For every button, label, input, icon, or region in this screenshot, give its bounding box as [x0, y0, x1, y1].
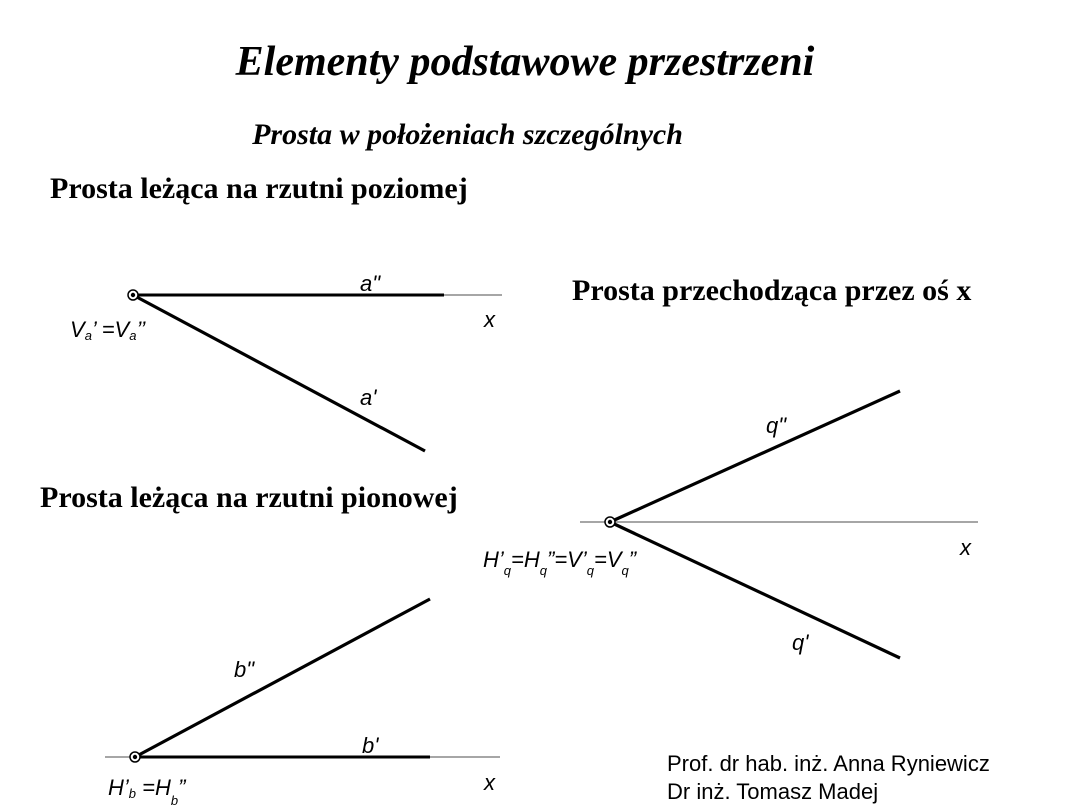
credit-line-2: Dr inż. Tomasz Madej: [667, 779, 879, 804]
heading-vertical-plane: Prosta leżąca na rzutni pionowej: [40, 481, 458, 514]
page-title: Elementy podstawowe przestrzeni: [235, 39, 815, 85]
figure-horizontal-plane: [70, 271, 502, 451]
label-b-prime: b': [362, 733, 379, 758]
trace-point-dot: [133, 755, 137, 759]
heading-horizontal-plane: Prosta leżąca na rzutni poziomej: [50, 172, 468, 205]
label-q-prime: q': [792, 630, 809, 655]
heading-through-axis: Prosta przechodząca przez oś x: [572, 274, 972, 307]
line-b-double-prime: [135, 599, 430, 757]
label-x-axis: x: [484, 770, 495, 795]
label-trace-point: Va’ =Va’’: [70, 317, 146, 343]
trace-point-dot: [131, 293, 135, 297]
page-subtitle: Prosta w położeniach szczególnych: [252, 118, 683, 151]
label-trace-point: $H’_q=H_q”=V’_q=V_q$”: [483, 547, 637, 578]
figure-through-axis: [483, 391, 978, 658]
label-x-axis: x: [484, 307, 495, 332]
label-b-double-prime: b": [234, 657, 255, 682]
label-a-prime: a': [360, 385, 377, 410]
author-credits: [667, 750, 990, 806]
line-q-prime: [610, 522, 900, 658]
figure-vertical-plane: [105, 599, 500, 808]
line-q-double-prime: [610, 391, 900, 522]
credit-line-1: Prof. dr hab. inż. Anna Ryniewicz: [667, 751, 990, 776]
label-trace-point: H’b $=H_b$”: [108, 775, 186, 808]
trace-point-dot: [608, 520, 612, 524]
line-a-prime: [133, 295, 425, 451]
label-a-double-prime: a": [360, 271, 381, 296]
label-q-double-prime: q": [766, 413, 787, 438]
label-x-axis: x: [960, 535, 971, 560]
